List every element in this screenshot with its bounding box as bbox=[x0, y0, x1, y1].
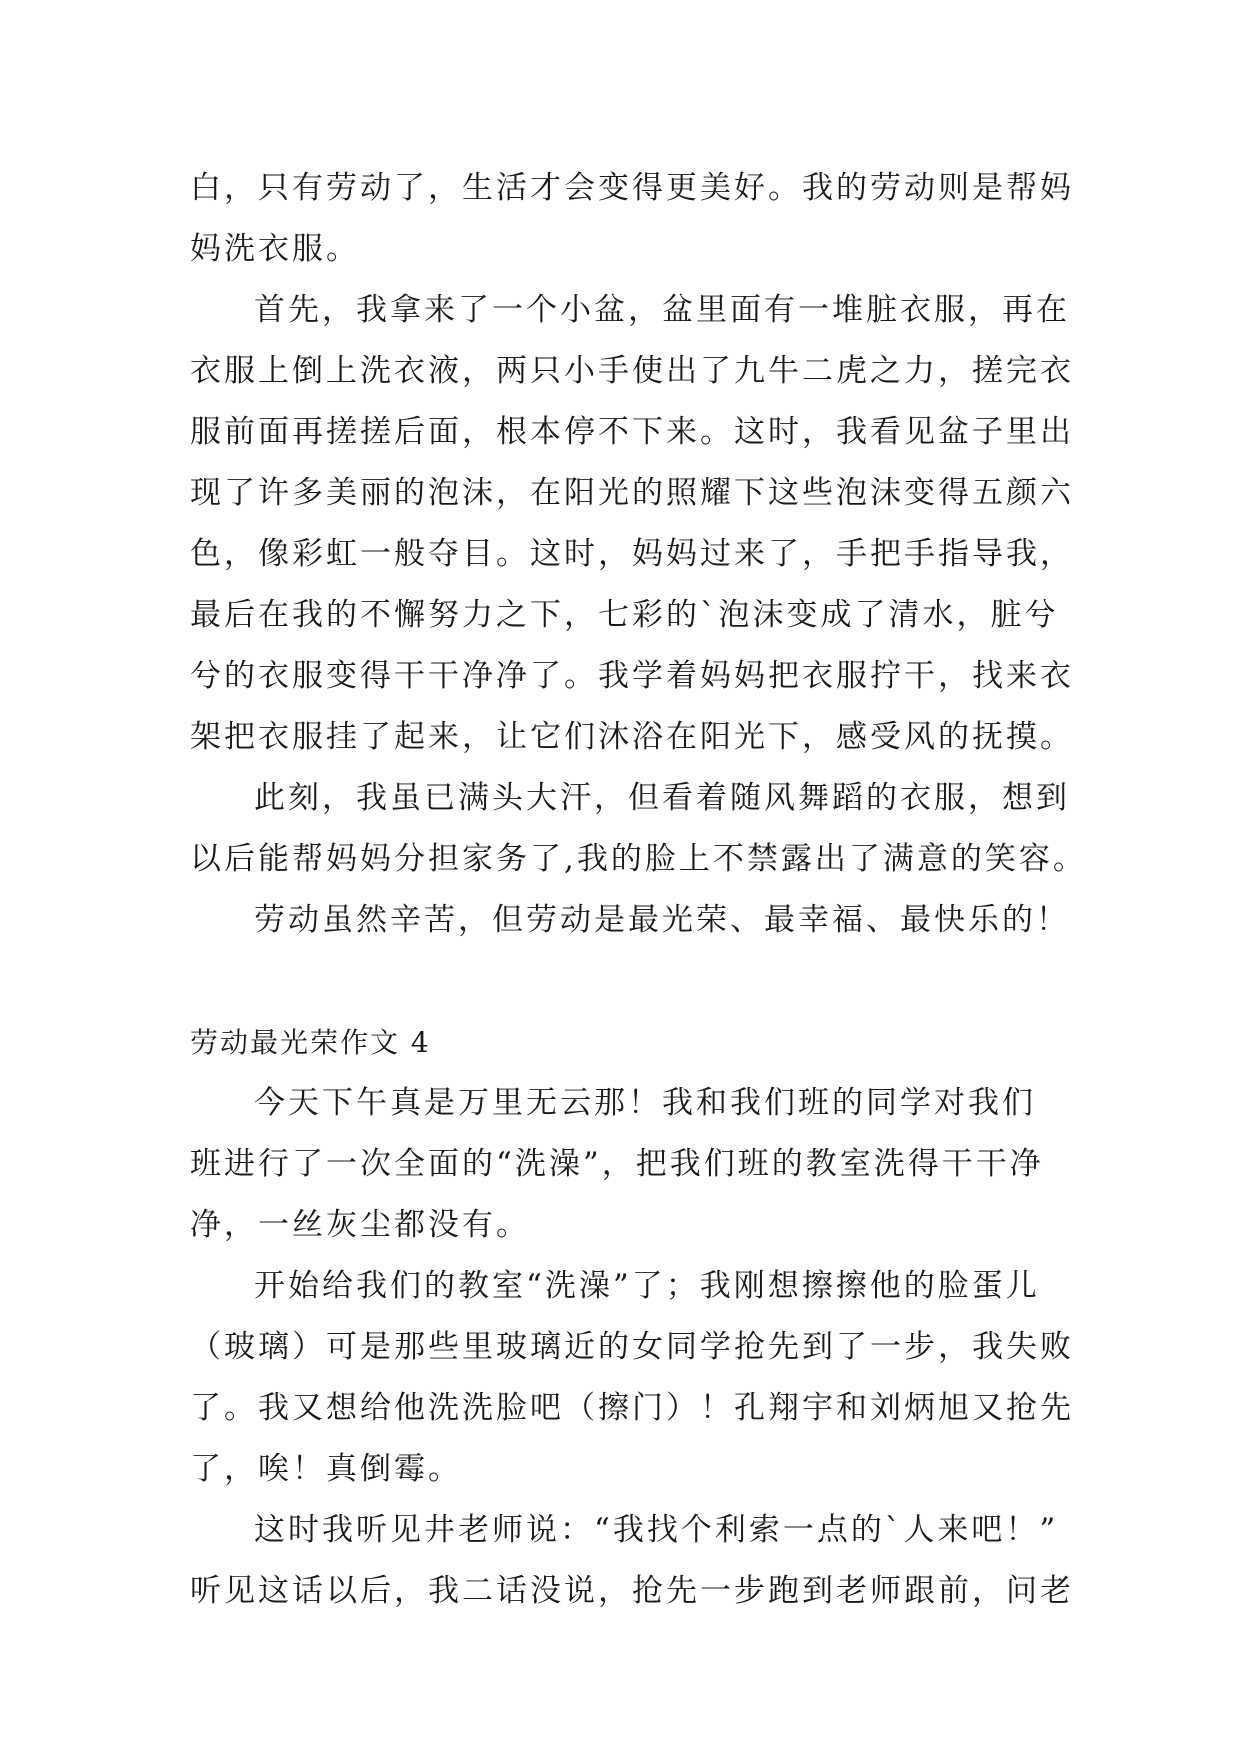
paragraph bbox=[190, 1500, 1074, 1622]
text-line: 架把衣服挂了起来，让它们沐浴在阳光下，感受风的抚摸。 bbox=[190, 719, 1074, 755]
text-line: 最后在我的不懈努力之下，七彩的`泡沫变成了清水，脏兮 bbox=[190, 597, 1059, 633]
paragraph bbox=[190, 1073, 1070, 1256]
text-line: 服前面再搓搓后面，根本停不下来。这时，我看见盆子里出 bbox=[190, 414, 1074, 450]
text-line: 首先，我拿来了一个小盆，盆里面有一堆脏衣服，再在 bbox=[254, 292, 1070, 328]
text-line: 了。我又想给他洗洗脸吧（擦门）！孔翔宇和刘炳旭又抢先 bbox=[190, 1390, 1074, 1426]
paragraph bbox=[190, 158, 1074, 280]
section-heading: 劳动最光荣作文 4 bbox=[190, 1026, 431, 1059]
text-line: 今天下午真是万里无云那！我和我们班的同学对我们 bbox=[254, 1085, 1036, 1121]
paragraph bbox=[190, 768, 1087, 890]
text-line: 以后能帮妈妈分担家务了,我的脸上不禁露出了满意的笑容。 bbox=[190, 841, 1087, 877]
text-line: 开始给我们的教室“洗澡”了；我刚想擦擦他的脸蛋儿 bbox=[254, 1268, 1040, 1304]
text-line: 现了许多美丽的泡沫，在阳光的照耀下这些泡沫变得五颜六 bbox=[190, 475, 1074, 511]
paragraph bbox=[190, 890, 1070, 951]
text-line: 劳动虽然辛苦，但劳动是最光荣、最幸福、最快乐的！ bbox=[254, 902, 1070, 938]
text-line: 衣服上倒上洗衣液，两只小手使出了九牛二虎之力，搓完衣 bbox=[190, 353, 1074, 389]
paragraph bbox=[190, 1256, 1074, 1500]
document-body bbox=[190, 158, 1087, 1622]
paragraph bbox=[190, 280, 1074, 768]
text-line: （玻璃）可是那些里玻璃近的女同学抢先到了一步，我失败 bbox=[190, 1329, 1074, 1365]
text-line: 色，像彩虹一般夺目。这时，妈妈过来了，手把手指导我， bbox=[190, 536, 1074, 572]
text-line: 净，一丝灰尘都没有。 bbox=[190, 1207, 530, 1243]
section-gap bbox=[190, 951, 1070, 1012]
text-line: 此刻，我虽已满头大汗，但看着随风舞蹈的衣服，想到 bbox=[254, 780, 1070, 816]
text-line: 了，唉！真倒霉。 bbox=[190, 1451, 462, 1487]
text-line: 听见这话以后，我二话没说，抢先一步跑到老师跟前，问老 bbox=[190, 1573, 1074, 1609]
text-line: 这时我听见井老师说：“我找个利索一点的`人来吧！” bbox=[254, 1512, 1059, 1548]
text-line: 兮的衣服变得干干净净了。我学着妈妈把衣服拧干，找来衣 bbox=[190, 658, 1074, 694]
text-line: 妈洗衣服。 bbox=[190, 231, 360, 267]
text-line: 白，只有劳动了，生活才会变得更美好。我的劳动则是帮妈 bbox=[190, 170, 1074, 206]
text-line: 班进行了一次全面的“洗澡”，把我们班的教室洗得干干净 bbox=[190, 1146, 1044, 1182]
